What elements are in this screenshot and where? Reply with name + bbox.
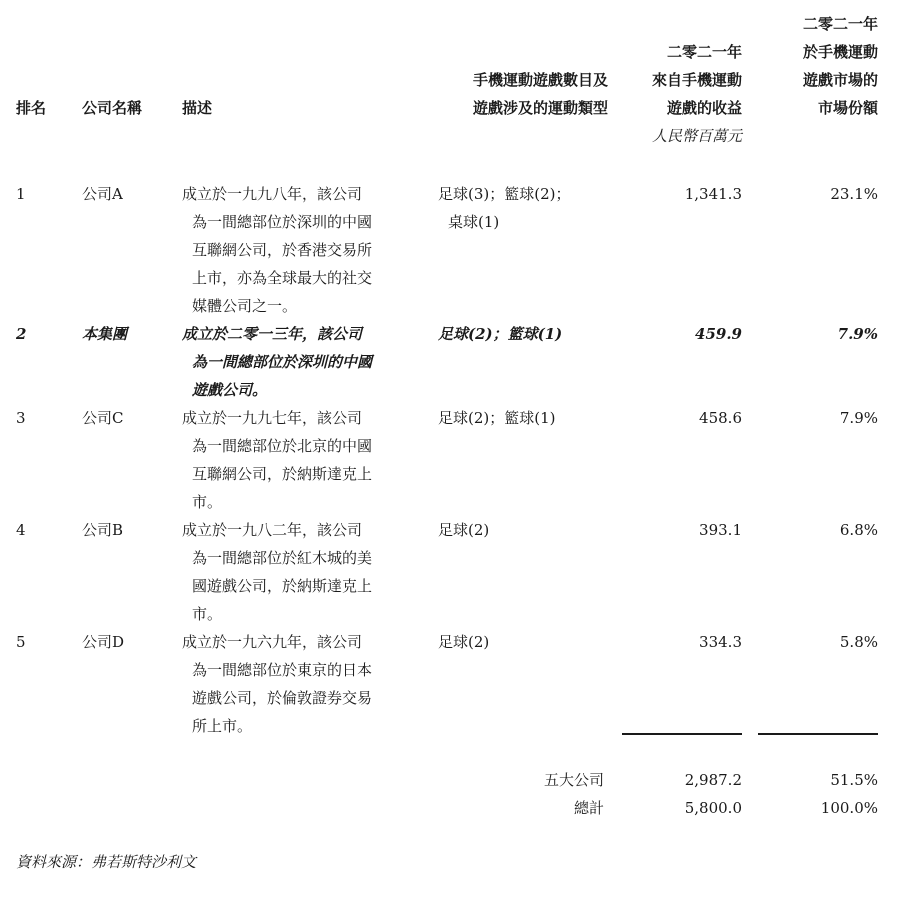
row-description bbox=[182, 320, 372, 404]
row-rank: 4 bbox=[16, 521, 26, 539]
description-line: 成立於一九八二年，該公司 bbox=[182, 521, 363, 539]
row-company: 公司C bbox=[82, 409, 124, 427]
row-share: 7.9% bbox=[837, 325, 878, 343]
description-line: 為一間總部位於北京的中國 bbox=[192, 437, 373, 455]
description-line: 為一間總部位於東京的日本 bbox=[192, 661, 373, 679]
row-games: 足球(2)；籃球(1) bbox=[438, 325, 563, 343]
header-revenue-line3: 遊戲的收益 bbox=[666, 99, 742, 117]
row-description bbox=[182, 404, 372, 516]
description-line: 市。 bbox=[192, 493, 223, 511]
description-line: 國遊戲公司，於納斯達克上 bbox=[192, 577, 373, 595]
top5-share: 51.5% bbox=[830, 771, 878, 789]
row-share: 23.1% bbox=[830, 185, 878, 203]
total-revenue: 5,800.0 bbox=[684, 799, 742, 817]
row-description bbox=[182, 516, 372, 628]
description-line: 互聯網公司，於納斯達克上 bbox=[192, 465, 373, 483]
row-rank: 3 bbox=[16, 409, 26, 427]
header-games-line2: 遊戲涉及的運動類型 bbox=[472, 99, 608, 117]
row-revenue: 334.3 bbox=[699, 633, 742, 651]
header-share-line1: 二零二一年 bbox=[802, 15, 878, 33]
header-rank: 排名 bbox=[16, 99, 47, 117]
row-company: 本集團 bbox=[82, 325, 128, 343]
description-line: 成立於一九九八年，該公司 bbox=[182, 185, 363, 203]
header-share-line3: 遊戲市場的 bbox=[802, 71, 878, 89]
row-company: 公司D bbox=[82, 633, 125, 651]
header-share-line2: 於手機運動 bbox=[802, 43, 878, 61]
header-description: 描述 bbox=[182, 99, 213, 117]
row-games: 足球(2) bbox=[438, 521, 490, 539]
total-share: 100.0% bbox=[820, 799, 878, 817]
total-label: 總計 bbox=[573, 799, 604, 817]
row-games: 足球(2) bbox=[438, 633, 490, 651]
header-revenue-line2: 來自手機運動 bbox=[651, 71, 742, 89]
row-games: 足球(2)；籃球(1) bbox=[438, 409, 556, 427]
row-description bbox=[182, 180, 372, 320]
description-line: 為一間總部位於紅木城的美 bbox=[192, 549, 373, 567]
description-line: 媒體公司之一。 bbox=[192, 297, 298, 315]
header-company: 公司名稱 bbox=[82, 99, 143, 117]
description-line: 所上市。 bbox=[192, 717, 253, 735]
row-games bbox=[438, 180, 571, 236]
source-note: 資料來源：弗若斯特沙利文 bbox=[16, 853, 197, 871]
row-share: 5.8% bbox=[839, 633, 878, 651]
revenue-total-rule bbox=[622, 733, 742, 735]
description-line: 成立於一九六九年，該公司 bbox=[182, 633, 363, 651]
row-revenue: 459.9 bbox=[695, 325, 742, 343]
games-line: 桌球(1) bbox=[448, 213, 500, 231]
row-revenue: 1,341.3 bbox=[684, 185, 742, 203]
header-revenue-line1: 二零二一年 bbox=[666, 43, 742, 61]
header-share-line4: 市場份額 bbox=[817, 99, 878, 117]
header-games-line1: 手機運動遊戲數目及 bbox=[472, 71, 608, 89]
description-line: 成立於一九九七年，該公司 bbox=[182, 409, 363, 427]
games-line: 足球(3)；籃球(2)； bbox=[438, 185, 571, 203]
row-revenue: 393.1 bbox=[699, 521, 742, 539]
description-line: 為一間總部位於深圳的中國 bbox=[192, 213, 373, 231]
row-company: 公司A bbox=[82, 185, 123, 203]
description-line: 互聯網公司，於香港交易所 bbox=[192, 241, 373, 259]
share-total-rule bbox=[758, 733, 878, 735]
row-description bbox=[182, 628, 372, 740]
description-line: 市。 bbox=[192, 605, 223, 623]
description-line: 成立於二零一三年，該公司 bbox=[182, 325, 363, 343]
row-company: 公司B bbox=[82, 521, 124, 539]
description-line: 上市，亦為全球最大的社交 bbox=[192, 269, 373, 287]
row-share: 7.9% bbox=[839, 409, 878, 427]
row-rank: 5 bbox=[16, 633, 26, 651]
row-revenue: 458.6 bbox=[699, 409, 742, 427]
row-rank: 2 bbox=[16, 325, 27, 343]
description-line: 遊戲公司。 bbox=[192, 381, 268, 399]
row-rank: 1 bbox=[16, 185, 26, 203]
description-line: 遊戲公司，於倫敦證券交易 bbox=[192, 689, 373, 707]
description-line: 為一間總部位於深圳的中國 bbox=[192, 353, 373, 371]
header-revenue-unit: 人民幣百萬元 bbox=[651, 127, 742, 145]
top5-label: 五大公司 bbox=[543, 771, 604, 789]
row-share: 6.8% bbox=[839, 521, 878, 539]
top5-revenue: 2,987.2 bbox=[684, 771, 742, 789]
